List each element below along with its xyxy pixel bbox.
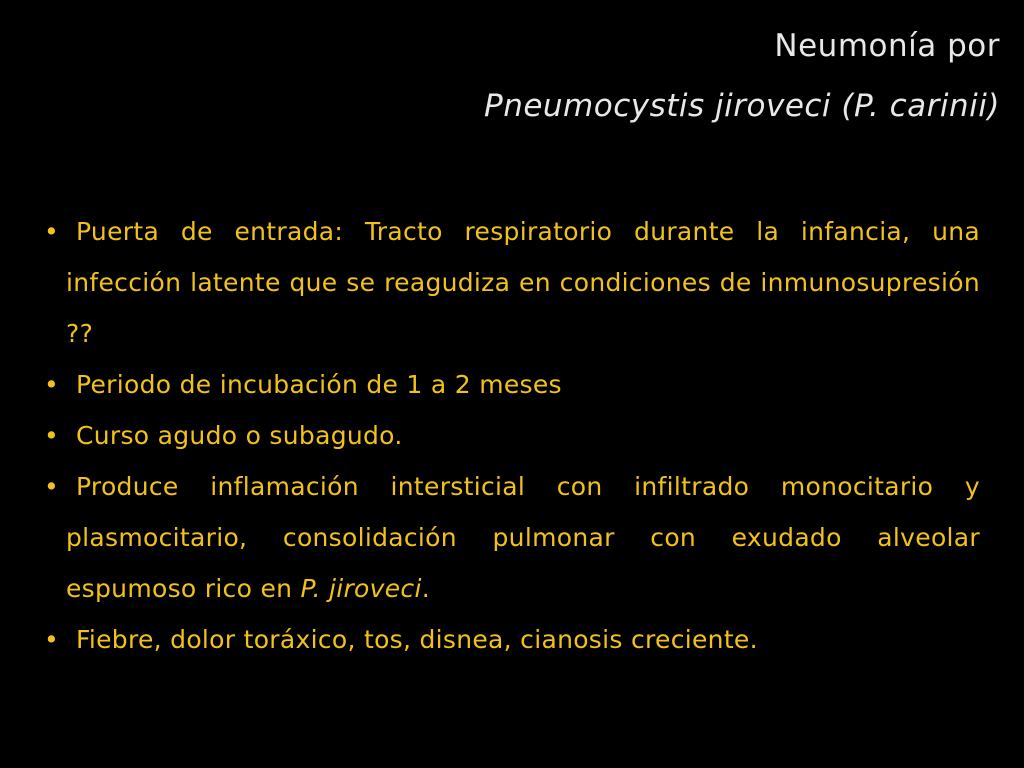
bullet-icon: • <box>44 625 60 654</box>
bullet-item-inflammation <box>44 461 980 614</box>
bullet-icon: • <box>44 217 60 246</box>
title-line-2: Pneumocystis jiroveci (P. carinii) <box>484 88 1000 124</box>
bullet-text: Periodo de incubación de 1 a 2 meses <box>76 370 562 399</box>
bullet-text <box>66 472 980 603</box>
bullet-text: Fiebre, dolor toráxico, tos, disnea, cianosis creciente. <box>76 625 758 654</box>
bullet-text: Puerta de entrada: Tracto respiratorio durante la infancia, una infección latente que se reagudiza en condiciones de inmunosupresión ?? <box>66 217 980 348</box>
organism-name: P. jiroveci <box>300 574 422 603</box>
bullet-item-course <box>44 410 980 461</box>
bullet-text-after: . <box>421 574 430 603</box>
bullet-icon: • <box>44 370 60 399</box>
bullet-text: Curso agudo o subagudo. <box>76 421 403 450</box>
slide-title <box>484 16 1000 136</box>
bullet-item-incubation <box>44 359 980 410</box>
bullet-item-symptoms <box>44 614 980 665</box>
bullet-icon: • <box>44 472 60 501</box>
title-line-1: Neumonía por <box>774 28 1000 64</box>
bullet-icon: • <box>44 421 60 450</box>
bullet-list <box>44 206 980 665</box>
bullet-item-entry <box>44 206 980 359</box>
bullet-text-before: Produce inflamación intersticial con infiltrado monocitario y plasmocitario, consolidación pulmonar con exudado alveolar espumoso rico en <box>66 472 980 603</box>
